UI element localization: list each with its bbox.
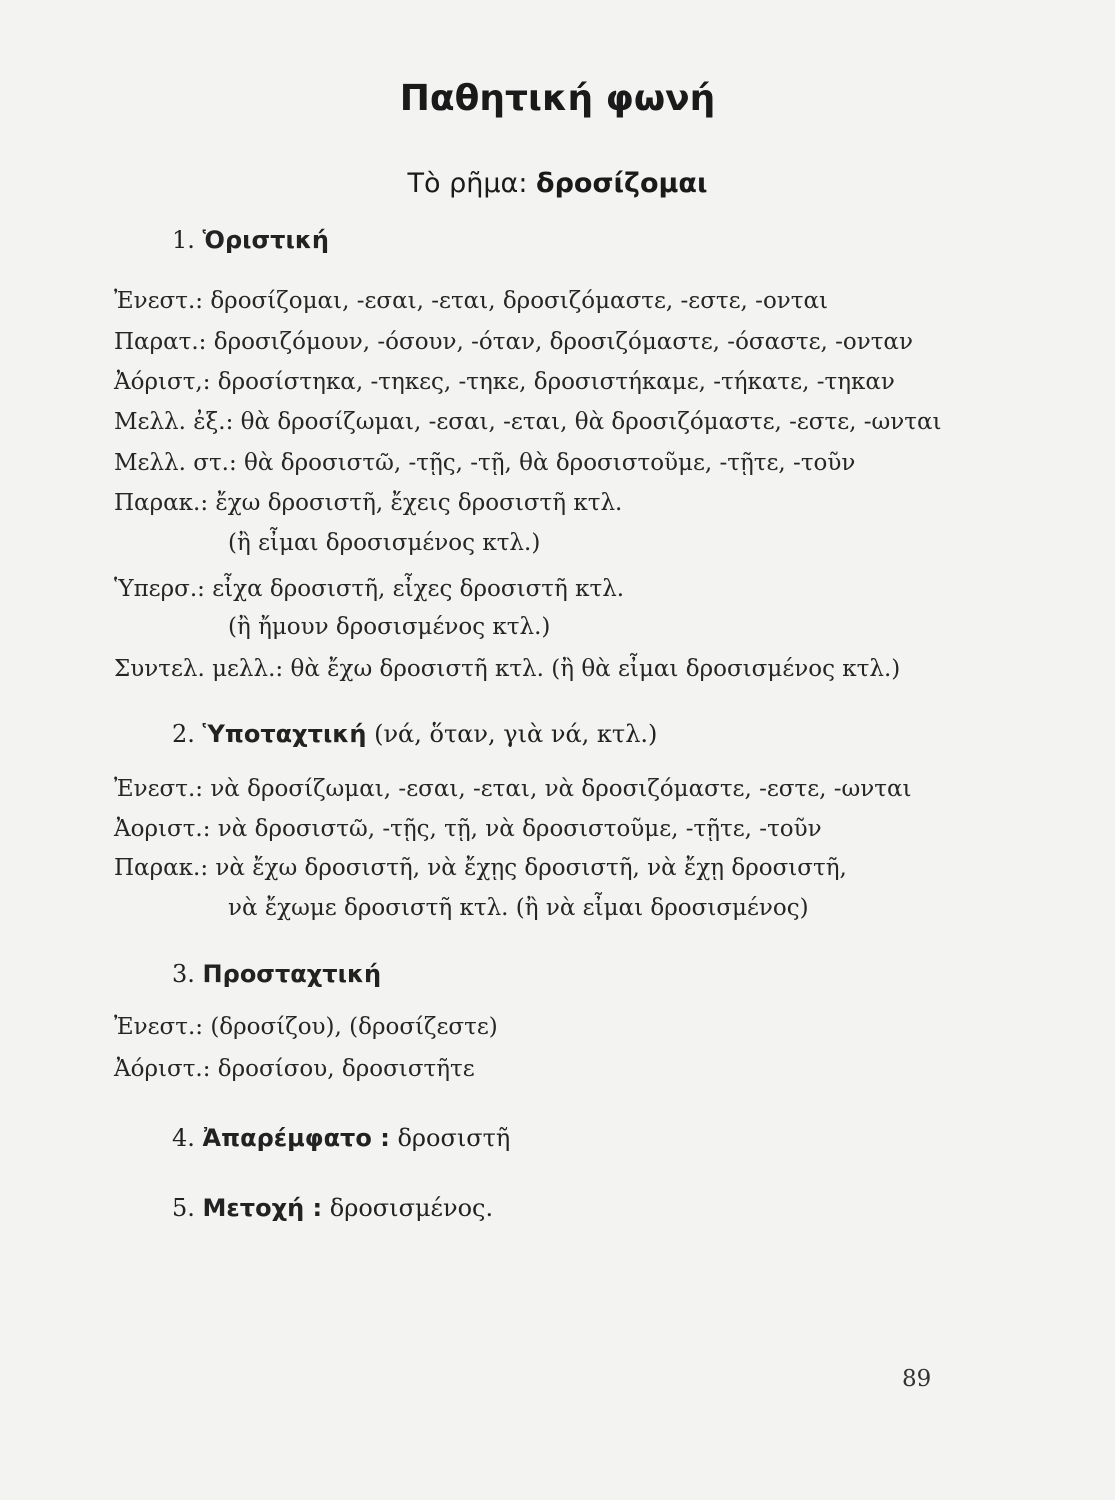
conjugation-line-continuation (228, 530, 540, 556)
section-heading-subjunctive (172, 720, 657, 748)
tense-label: Μελλ. στ.: (114, 450, 237, 476)
conjugation-line-continuation (228, 614, 550, 640)
section-title: Προσταχτική (202, 960, 382, 988)
section-number: 1. (172, 226, 195, 254)
tense-forms: δροσίζομαι, -εσαι, -εται, δροσιζόμαστε, -εστε, -ονται (210, 288, 829, 314)
tense-forms: νὰ ἔχωμε δροσιστῆ κτλ. (ἢ νὰ εἶμαι δροσισμένος) (228, 895, 809, 921)
conjugation-line (114, 409, 942, 435)
section-title: Μετοχή : (202, 1194, 323, 1222)
tense-label: Ἀοριστ.: (114, 816, 211, 842)
conjugation-line (114, 1056, 475, 1082)
section-extra: (νά, ὅταν, γιὰ νά, κτλ.) (374, 720, 658, 748)
section-title: Ὑποταχτική (202, 720, 367, 748)
tense-forms: (ἢ εἶμαι δροσισμένος κτλ.) (228, 530, 541, 556)
tense-forms: δροσιζόμουν, -όσουν, -όταν, δροσιζόμαστε, -όσαστε, -ονταν (213, 329, 913, 355)
conjugation-line (114, 776, 912, 802)
section-heading-imperative (172, 960, 381, 988)
tense-label: Παρακ.: (114, 490, 209, 516)
conjugation-line (114, 576, 624, 602)
tense-label: Ἐνεστ.: (114, 1014, 204, 1040)
conjugation-line (114, 656, 900, 682)
tense-label: Ἐνεστ.: (114, 288, 204, 314)
section-extra: δροσισμένος. (329, 1194, 494, 1222)
section-title: Ὁριστική (202, 226, 329, 254)
tense-forms: θὰ δροσιστῶ, -τῇς, -τῇ, θὰ δροσιστοῦμε, -τῇτε, -τοῦν (244, 450, 856, 476)
conjugation-line (114, 450, 855, 476)
page-title: Παθητική φωνή (399, 78, 716, 119)
conjugation-line (114, 1014, 498, 1040)
conjugation-line (114, 288, 828, 314)
tense-forms: δροσίστηκα, -τηκες, -τηκε, δροσιστήκαμε, -τήκατε, -τηκαν (217, 369, 895, 395)
tense-label: Παρατ.: (114, 329, 207, 355)
conjugation-line (114, 855, 847, 881)
subtitle-verb: δροσίζομαι (536, 168, 708, 199)
section-heading-indicative (172, 226, 329, 254)
tense-forms: εἶχα δροσιστῆ, εἶχες δροσιστῆ κτλ. (212, 576, 625, 602)
conjugation-line (114, 369, 895, 395)
tense-label: Μελλ. ἐξ.: (114, 409, 234, 435)
tense-forms: δροσίσου, δροσιστῆτε (217, 1056, 475, 1082)
tense-label: Ὑπερσ.: (114, 576, 205, 602)
conjugation-line (114, 329, 913, 355)
tense-label: Ἐνεστ.: (114, 776, 204, 802)
tense-label: Ἀόριστ.: (114, 1056, 211, 1082)
tense-forms: (δροσίζου), (δροσίζεστε) (210, 1014, 498, 1040)
tense-forms: θὰ ἔχω δροσιστῆ κτλ. (ἢ θὰ εἶμαι δροσισμένος κτλ.) (290, 656, 901, 682)
tense-forms: νὰ δροσιστῶ, -τῇς, τῇ, νὰ δροσιστοῦμε, -τῇτε, -τοῦν (217, 816, 822, 842)
tense-label: Συντελ. μελλ.: (114, 656, 284, 682)
section-heading-infinitive (172, 1124, 510, 1152)
tense-label: Ἀόριστ,: (114, 369, 211, 395)
tense-forms: νὰ δροσίζωμαι, -εσαι, -εται, νὰ δροσιζόμαστε, -εστε, -ωνται (210, 776, 912, 802)
conjugation-line (114, 490, 622, 516)
tense-label: Παρακ.: (114, 855, 209, 881)
section-number: 5. (172, 1194, 195, 1222)
conjugation-line-continuation (228, 895, 809, 921)
tense-forms: (ἢ ἤμουν δροσισμένος κτλ.) (228, 614, 551, 640)
subtitle-prefix: Τὸ ρῆμα: (407, 168, 528, 199)
page-number: 89 (902, 1366, 932, 1392)
section-heading-participle (172, 1194, 493, 1222)
section-extra: δροσιστῆ (397, 1124, 511, 1152)
section-number: 3. (172, 960, 195, 988)
verb-subtitle (0, 168, 1115, 199)
section-title: Ἀπαρέμφατο : (202, 1124, 390, 1152)
tense-forms: ἔχω δροσιστῆ, ἔχεις δροσιστῆ κτλ. (215, 490, 623, 516)
tense-forms: θὰ δροσίζωμαι, -εσαι, -εται, θὰ δροσιζόμαστε, -εστε, -ωνται (240, 409, 942, 435)
tense-forms: νὰ ἔχω δροσιστῆ, νὰ ἔχῃς δροσιστῆ, νὰ ἔχῃ δροσιστῆ, (215, 855, 847, 881)
conjugation-line (114, 816, 822, 842)
section-number: 4. (172, 1124, 195, 1152)
section-number: 2. (172, 720, 195, 748)
